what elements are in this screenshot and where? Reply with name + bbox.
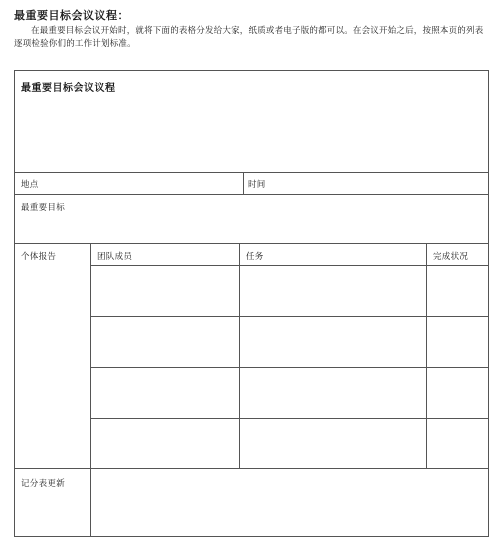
rule-row-2-bottom: [90, 367, 488, 368]
location-field[interactable]: [39, 173, 239, 193]
table-cell-task[interactable]: [242, 370, 423, 416]
table-cell-status[interactable]: [429, 319, 485, 365]
table-cell-status[interactable]: [429, 268, 485, 314]
rule-reports-bottom: [15, 468, 488, 469]
table-cell-task[interactable]: [242, 421, 423, 466]
table-cell-status[interactable]: [429, 370, 485, 416]
table-cell-member[interactable]: [93, 370, 236, 416]
table-cell-member[interactable]: [93, 268, 236, 314]
table-cell-task[interactable]: [242, 268, 423, 314]
rule-goal-bottom: [15, 243, 488, 244]
rule-member-task-divider: [239, 243, 240, 468]
page-heading: 最重要目标会议议程：: [14, 9, 129, 22]
goal-label: 最重要目标: [21, 203, 66, 213]
rule-row-1-bottom: [90, 316, 488, 317]
column-header-task: 任务: [246, 252, 264, 262]
agenda-form: [14, 70, 489, 537]
rule-reports-divider: [90, 243, 91, 468]
scoreboard-label: 记分表更新: [21, 479, 66, 489]
time-field[interactable]: [268, 173, 484, 193]
rule-header-bottom: [90, 265, 488, 266]
form-title: 最重要目标会议议程: [21, 83, 116, 94]
time-label: 时间: [248, 180, 266, 190]
scoreboard-field[interactable]: [93, 471, 485, 533]
column-header-status: 完成状况: [433, 252, 469, 262]
location-label: 地点: [21, 180, 39, 190]
rule-location-time-divider: [243, 172, 244, 194]
rule-location-bottom: [15, 194, 488, 195]
table-cell-task[interactable]: [242, 319, 423, 365]
goal-field[interactable]: [21, 215, 481, 241]
table-cell-member[interactable]: [93, 319, 236, 365]
table-cell-status[interactable]: [429, 421, 485, 466]
table-cell-member[interactable]: [93, 421, 236, 466]
column-header-member: 团队成员: [97, 252, 133, 262]
intro-paragraph: 在最重要目标会议开始时，就将下面的表格分发给大家，纸质或者电子版的都可以。在会议开始之后，按照本页的列表逐项检验你们的工作计划标准。: [14, 26, 484, 49]
rule-task-status-divider: [426, 243, 427, 468]
reports-label: 个体报告: [21, 252, 57, 262]
rule-scoreboard-divider: [90, 468, 91, 536]
rule-row-3-bottom: [90, 418, 488, 419]
